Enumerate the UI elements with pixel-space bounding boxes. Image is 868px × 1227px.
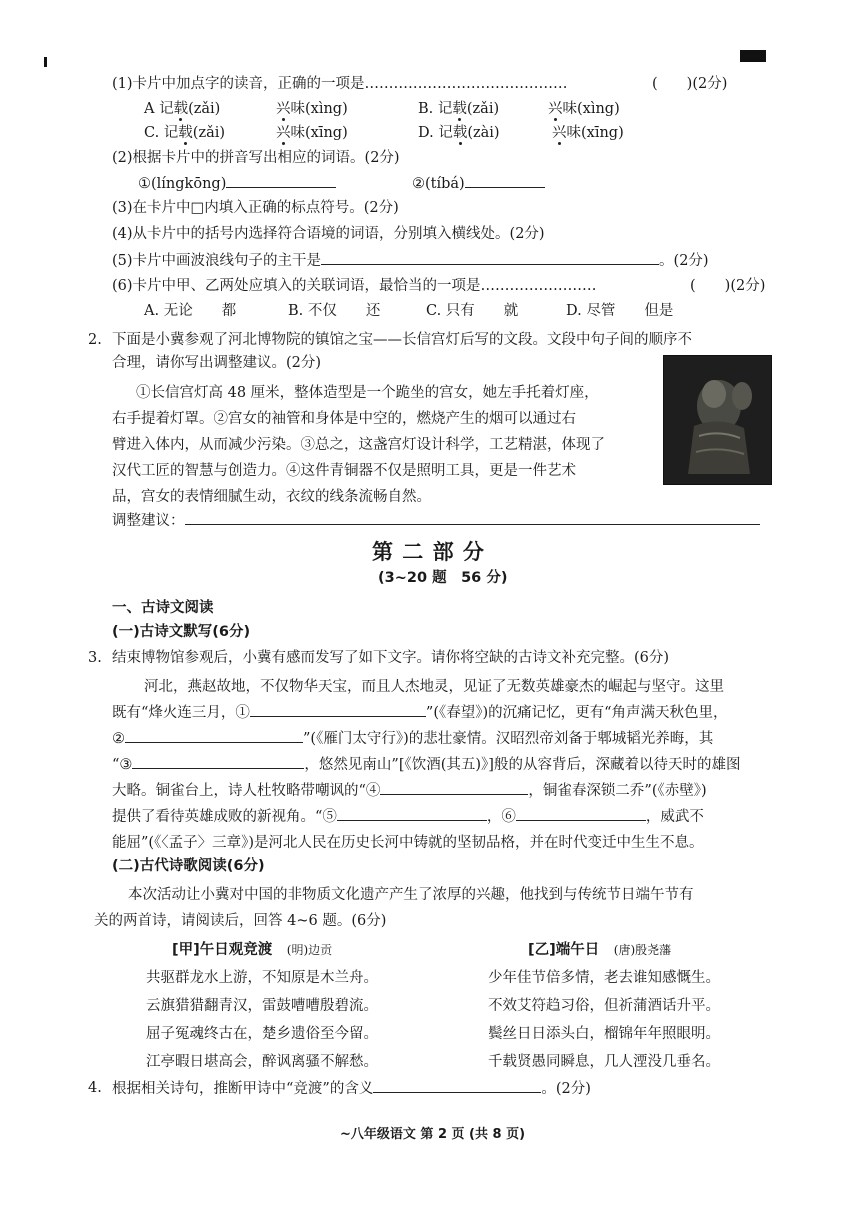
corner-mark-right xyxy=(740,50,766,62)
blank-5[interactable] xyxy=(337,806,487,821)
blank-jingdu-meaning[interactable] xyxy=(373,1078,541,1093)
poem-a-heading xyxy=(172,940,332,960)
q1-sub6-opt-c: C. 只有 就 xyxy=(426,303,519,319)
option-c-2: 兴味(xīng) xyxy=(276,125,348,141)
q2-para-line2: 右手提着灯罩。②宫女的袖管和身体是中空的，燃烧产生的烟可以通过右 xyxy=(112,411,576,427)
q3-line3: ② ”(《雁门太守行》)的悲壮豪情。汉昭烈帝刘备于郫城韬光养晦，其 xyxy=(112,726,713,752)
q2-para-line3: 臂进入体内，从而减少污染。③总之，这盏宫灯设计科学，工艺精湛，体现了 xyxy=(112,437,605,453)
poem-a-author: (明)边贡 xyxy=(286,943,333,957)
q3-line1: 河北，燕赵故地，不仅物华天宝，而且人杰地灵，见证了无数英雄豪杰的崛起与坚守。这里 xyxy=(144,679,724,695)
intro2-line1: 本次活动让小冀对中国的非物质文化遗产产生了浓厚的兴趣，他找到与传统节日端午节有 xyxy=(128,887,694,903)
poem-b-line: 不效艾符趋习俗，但祈蒲酒话升平。 xyxy=(488,998,720,1014)
page-footer: ~八年级语文 第 2 页 (共 8 页) xyxy=(340,1127,526,1142)
q1-sub6-answer: ( )(2分) xyxy=(690,278,766,294)
option-c-1: C. 记载(zǎi) xyxy=(144,125,226,141)
q3-line4: “③ ，悠然见南山”[《饮酒(其五)》]般的从容背后，深藏着以待天时的雄图 xyxy=(112,752,740,778)
option-a-2: 兴味(xìng) xyxy=(276,101,348,117)
lamp-photo xyxy=(663,355,772,485)
q4-text: 根据相关诗句，推断甲诗中“竞渡”的含义 。(2分) xyxy=(112,1078,591,1099)
q1-sub3: (3)在卡片中□内填入正确的标点符号。(2分) xyxy=(112,200,399,216)
part-two-subtitle: (3~20 题 56 分) xyxy=(378,570,508,586)
q3-line6: 提供了看待英雄成败的新视角。“⑤ ，⑥ ，威武不 xyxy=(112,804,704,830)
q1-sub1 xyxy=(112,74,568,94)
blank-1[interactable] xyxy=(250,702,426,717)
option-b-2: 兴味(xìng) xyxy=(548,101,620,117)
q1-sub4: (4)从卡片中的括号内选择符合语境的词语，分别填入横线处。(2分) xyxy=(112,226,545,242)
poem-b-line: 少年佳节倍多情，老去谁知感慨生。 xyxy=(488,970,720,986)
poem-a-line: 共驱群龙水上游，不知原是木兰舟。 xyxy=(146,970,378,986)
q2-para-line4: 汉代工匠的智慧与创造力。④这件青铜器不仅是照明工具，更是一件艺术 xyxy=(112,463,576,479)
q1-sub5: (5)卡片中画波浪线句子的主干是 。(2分) xyxy=(112,250,709,271)
q3-intro: 结束博物馆参观后，小冀有感而发写了如下文字。请你将空缺的古诗文补充完整。(6分) xyxy=(112,650,670,666)
blank-main-stem[interactable] xyxy=(321,250,659,265)
blank-4[interactable] xyxy=(380,780,528,795)
q2-prompt-line2: 合理，请你写出调整建议。(2分) xyxy=(112,355,322,371)
score: (2分) xyxy=(692,76,728,92)
q3-line2: 既有“烽火连三月，① ”(《春望》)的沉痛记忆，更有“角声满天秋色里， xyxy=(112,700,728,726)
q1-sub2: (2)根据卡片中的拼音写出相应的词语。(2分) xyxy=(112,150,400,166)
poem-b-line: 鬓丝日日添头白，榴锦年年照眼明。 xyxy=(488,1026,720,1042)
answer-paren: ( ) xyxy=(652,76,693,92)
blank-advice[interactable] xyxy=(185,510,760,525)
q1-sub6: (6)卡片中甲、乙两处应填入的关联词语，最恰当的一项是…………………… xyxy=(112,278,597,294)
poem-b-line: 千载贤愚同瞬息，几人湮没几垂名。 xyxy=(488,1054,720,1070)
corner-mark-left xyxy=(44,57,47,67)
q1-sub6-opt-d: D. 尽管 但是 xyxy=(566,303,674,319)
option-a-1: A 记载(zǎi) xyxy=(144,101,221,117)
q1-sub6-opt-b: B. 不仅 还 xyxy=(288,303,381,319)
q1-sub2-b: ②(tíbá) xyxy=(412,173,545,194)
q2-para-line5: 品，宫女的表情细腻生动，衣纹的线条流畅自然。 xyxy=(112,489,431,505)
poem-b-heading xyxy=(528,940,671,960)
q3-line5: 大略。铜雀台上，诗人杜牧略带嘲讽的“④ ，铜雀春深锁二乔”(《赤壁》) xyxy=(112,778,707,804)
blank-6[interactable] xyxy=(516,806,646,821)
q2-advice: 调整建议： xyxy=(112,510,760,531)
q2-number: 2. xyxy=(88,332,102,348)
blank-lingkong[interactable] xyxy=(226,173,336,188)
option-d-1: D. 记载(zài) xyxy=(418,125,500,141)
q1-sub2-a: ①(língkōng) xyxy=(138,173,336,194)
q2-prompt-line1: 下面是小冀参观了河北博物院的镇馆之宝——长信宫灯后写的文段。文段中句子间的顺序不 xyxy=(112,332,692,348)
blank-2[interactable] xyxy=(125,728,303,743)
q1-sub1-text: (1)卡片中加点字的读音，正确的一项是 xyxy=(112,76,365,92)
q1-sub6-opt-a: A. 无论 都 xyxy=(144,303,237,319)
poem-b-author: (唐)殷尧藩 xyxy=(613,943,672,957)
poem-a-line: 屈子冤魂终古在，楚乡遗俗至今留。 xyxy=(146,1026,378,1042)
intro2-line2: 关的两首诗，请阅读后，回答 4~6 题。(6分) xyxy=(94,913,387,929)
section-sub-recitation: (一)古诗文默写(6分) xyxy=(112,624,251,640)
option-b-1: B. 记载(zǎi) xyxy=(418,101,500,117)
poem-a-line: 江亭暇日堪高会，醉讽离骚不解愁。 xyxy=(146,1054,378,1070)
q3-line7: 能屈”(《〈孟子〉三章》)是河北人民在历史长河中铸就的坚韧品格，并在时代变迁中生生不息。 xyxy=(112,835,704,851)
q1-sub1-answer xyxy=(652,74,727,94)
section-sub-poetry: (二)古代诗歌阅读(6分) xyxy=(112,858,265,874)
blank-tiba[interactable] xyxy=(465,173,545,188)
poem-b-title: [乙]端午日 xyxy=(528,942,600,958)
poem-a-title: [甲]午日观竞渡 xyxy=(172,942,273,958)
poem-a-line: 云旗猎猎翻青汉，雷鼓嘈嘈殷碧流。 xyxy=(146,998,378,1014)
q2-para-line1: ①长信宫灯高 48 厘米，整体造型是一个跪坐的宫女，她左手托着灯座， xyxy=(136,385,599,401)
blank-3[interactable] xyxy=(132,754,304,769)
section-title-classical: 一、古诗文阅读 xyxy=(112,600,214,616)
q1-sub1-dots: …………………………………… xyxy=(364,76,568,92)
part-two-title: 第 二 部 分 xyxy=(372,540,485,564)
q3-number: 3. xyxy=(88,650,102,666)
q4-number: 4. xyxy=(88,1080,102,1096)
option-d-2: 兴味(xīng) xyxy=(552,125,624,141)
